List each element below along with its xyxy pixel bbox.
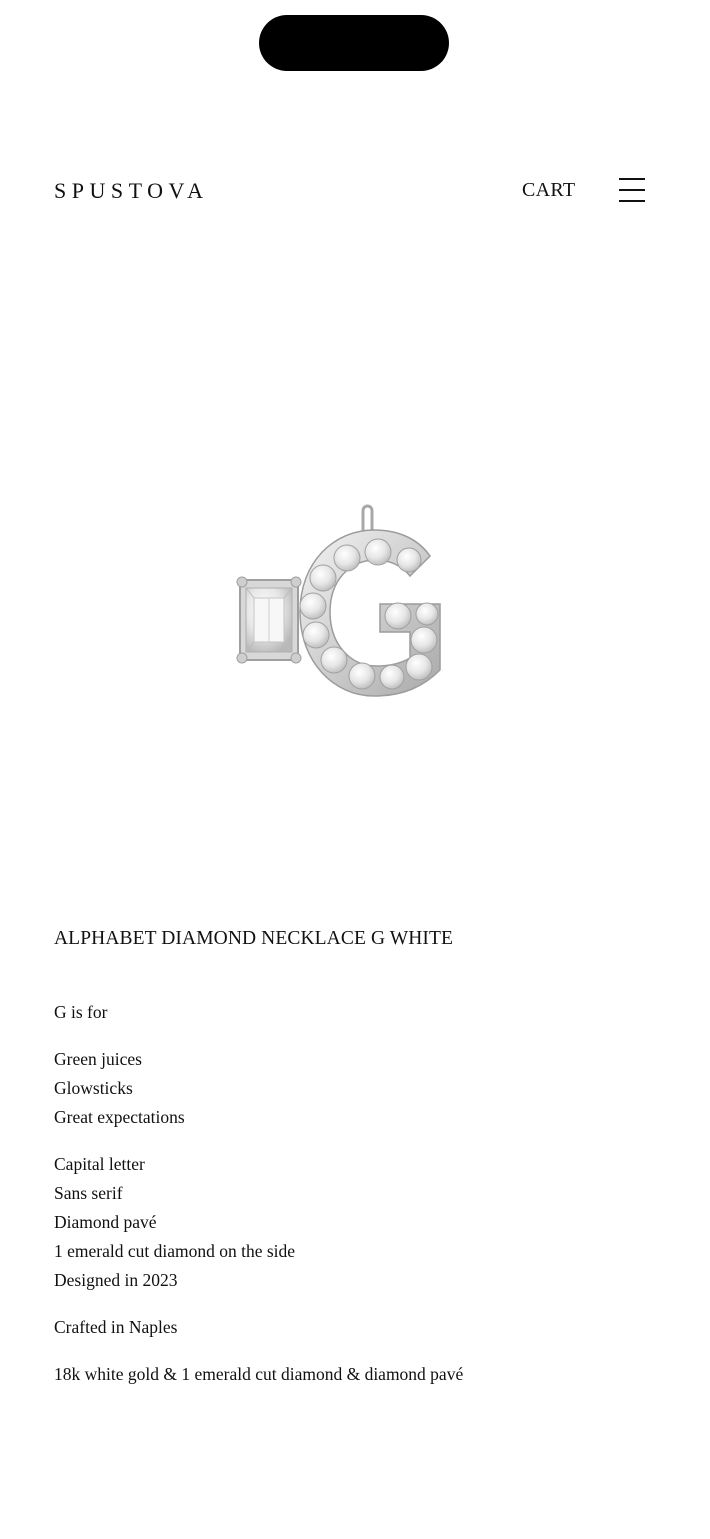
intro-text: G is for <box>54 1002 108 1022</box>
intro-paragraph <box>54 998 674 1027</box>
list-item: Diamond pavé <box>54 1212 157 1232</box>
g-words-list <box>54 1045 674 1132</box>
list-item: Capital letter <box>54 1154 145 1174</box>
g-pendant-icon <box>224 500 454 710</box>
list-item: Sans serif <box>54 1183 123 1203</box>
list-item: Green juices <box>54 1049 142 1069</box>
product-image <box>224 500 454 710</box>
product-description <box>54 998 674 1407</box>
site-header <box>0 168 710 212</box>
materials-text: 18k white gold & 1 emerald cut diamond & diamond pavé <box>54 1364 464 1384</box>
device-notch <box>259 15 449 71</box>
cart-link[interactable]: CART <box>522 179 576 201</box>
list-item: 1 emerald cut diamond on the side <box>54 1241 296 1261</box>
hamburger-menu-icon[interactable] <box>619 177 647 203</box>
brand-logo[interactable]: SPUSTOVA <box>54 178 209 203</box>
list-item: Glowsticks <box>54 1078 133 1098</box>
list-item: Designed in 2023 <box>54 1270 178 1290</box>
product-title: ALPHABET DIAMOND NECKLACE G WHITE <box>54 928 454 949</box>
list-item: Great expectations <box>54 1107 185 1127</box>
origin-paragraph <box>54 1313 674 1342</box>
materials-paragraph <box>54 1360 674 1389</box>
origin-text: Crafted in Naples <box>54 1317 178 1337</box>
features-list <box>54 1150 674 1295</box>
